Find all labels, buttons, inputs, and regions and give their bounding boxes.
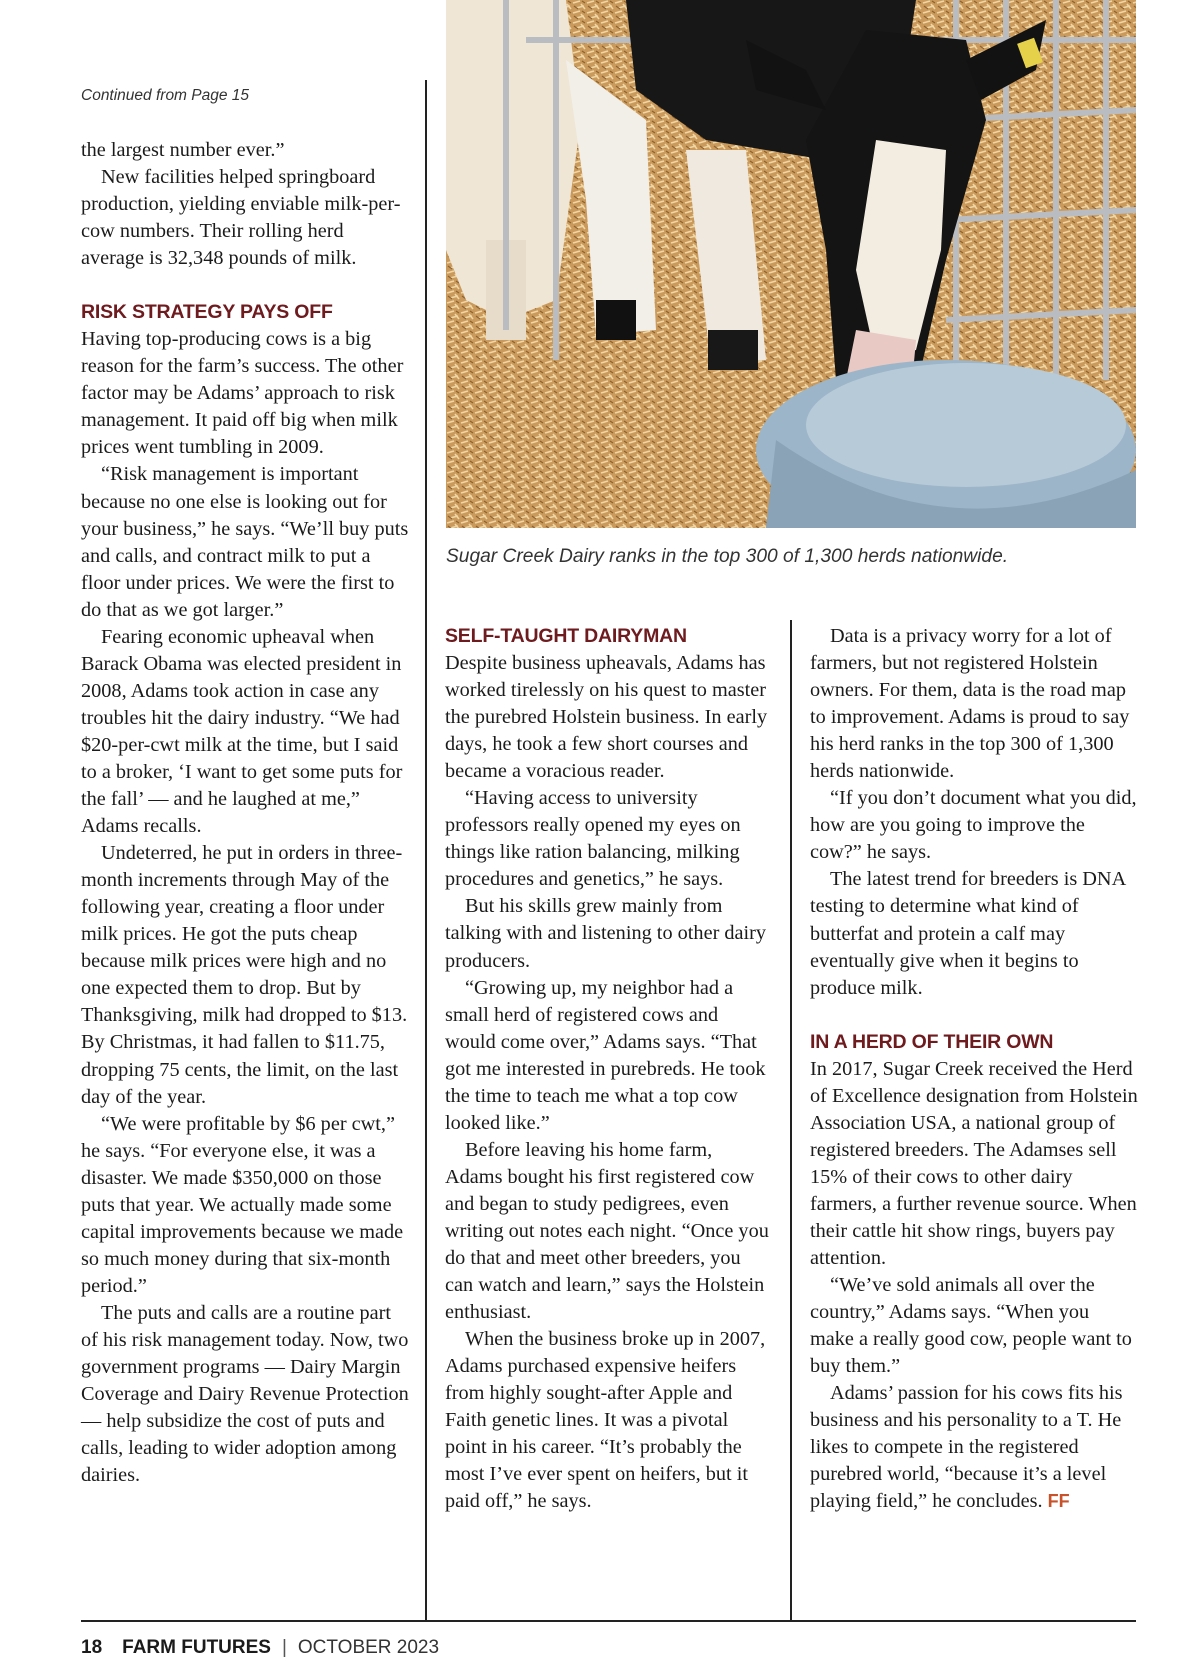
column-divider	[425, 80, 427, 1620]
article-column-1	[81, 137, 411, 1489]
magazine-name: FARM FUTURES	[122, 1637, 271, 1658]
paragraph: Data is a privacy worry for a lot of farmers, but not registered Holstein owners. For them, data is the road map to improvement. Adams is proud to say his herd ranks in the top 300 of 1,300 herds nationwide.	[810, 625, 1130, 783]
paragraph: the largest number ever.”	[81, 139, 285, 161]
section-heading: IN A HERD OF THEIR OWN	[810, 1030, 1054, 1053]
page-number: 18	[81, 1637, 103, 1658]
paragraph: But his skills grew mainly from talking with and listening to other dairy producers.	[445, 895, 767, 972]
column-divider	[790, 620, 792, 1620]
paragraph: “Growing up, my neighbor had a small herd of registered cows and would come over,” Adams says. “That got me interested in purebreds. He took the time to teach me what a top cow looked like.”	[445, 976, 766, 1134]
paragraph: Before leaving his home farm, Adams bought his first registered cow and began to study pedigrees, even writing out notes each night. “Once you do that and meet other breeders, you can watch and learn,” says the Holstein enthusiast.	[445, 1138, 769, 1324]
paragraph: New facilities helped springboard production, yielding enviable milk-per-cow numbers. Their rolling herd average is 32,348 pounds of milk.	[81, 166, 401, 270]
footer-rule	[81, 1620, 1136, 1622]
page-footer	[81, 1637, 439, 1659]
calf-photo	[446, 0, 1136, 528]
section-heading: SELF-TAUGHT DAIRYMAN	[445, 625, 687, 647]
section-heading: RISK STRATEGY PAYS OFF	[81, 301, 333, 324]
continued-from-note: Continued from Page 15	[81, 87, 250, 104]
paragraph: “If you don’t document what you did, how are you going to improve the cow?” he says.	[810, 787, 1137, 864]
article-column-3	[810, 623, 1138, 1515]
paragraph: “We were profitable by $6 per cwt,” he says. “For everyone else, it was a disaster. We made $350,000 on those puts that year. We actually made some capital improvements because we made so much money during that six-month period.”	[81, 1112, 404, 1297]
end-mark: FF	[1047, 1491, 1070, 1512]
paragraph: In 2017, Sugar Creek received the Herd of Excellence designation from Holstein Association USA, a national group of registered breeders. The Adamses sell 15% of their cows to other dairy farmers, a further revenue source. When their cattle hit show rings, buyers pay attention.	[810, 1057, 1138, 1269]
calf-drinking-illustration	[446, 0, 1136, 528]
paragraph: Fearing economic upheaval when Barack Obama was elected president in 2008, Adams took action in case any troubles hit the dairy industry. “We had $20-per-cwt milk at the time, but I said to a broker, ‘I want to get some puts for the fall’ — and he laughed at me,” Adams recalls.	[81, 625, 403, 838]
paragraph: “Risk management is important because no one else is looking out for your business,” he says. “We’ll buy puts and calls, and contract milk to put a floor under prices. We were the first to do that as we got larger.”	[81, 463, 409, 621]
paragraph: Despite business upheavals, Adams has worked tirelessly on his quest to master the purebred Holstein business. In early days, he took a few short courses and became a voracious reader.	[445, 652, 768, 783]
footer-separator: |	[281, 1637, 287, 1658]
paragraph	[810, 1380, 1138, 1515]
paragraph: When the business broke up in 2007, Adams purchased expensive heifers from highly sought-after Apple and Faith genetic lines. It was a pivotal point in his career. “It’s probably the most I’ve ever spent on heifers, but it paid off,” he says.	[445, 1328, 766, 1513]
paragraph: Undeterred, he put in orders in three-month increments through May of the following year, creating a floor under milk prices. He got the puts cheap because milk prices were high and no one expected them to drop. But by Thanksgiving, milk had dropped to $13. By Christmas, it had fallen to $11.75, dropping 75 cents, the limit, on the last day of the year.	[81, 842, 408, 1108]
paragraph: “We’ve sold animals all over the country,” Adams says. “When you make a really good cow, people want to buy them.”	[810, 1274, 1132, 1378]
paragraph: “Having access to university professors really opened my eyes on things like ration balancing, milking procedures and genetics,” he says.	[445, 787, 741, 891]
paragraph: The puts and calls are a routine part of his risk management today. Now, two government programs — Dairy Margin Coverage and Dairy Revenue Protection — help subsidize the cost of puts and calls, leading to wider adoption among dairies.	[81, 1301, 409, 1487]
paragraph: Having top-producing cows is a big reason for the farm’s success. The other factor may be Adams’ approach to risk management. It paid off big when milk prices went tumbling in 2009.	[81, 328, 404, 459]
article-column-2	[445, 623, 773, 1516]
paragraph: The latest trend for breeders is DNA testing to determine what kind of butterfat and protein a calf may eventually give when it begins to produce milk.	[810, 868, 1126, 999]
paragraph-text: Adams’ passion for his cows fits his business and his personality to a T. He likes to compete in the registered purebred world, “because it’s a level playing field,” he concludes.	[810, 1382, 1123, 1513]
issue-date: OCTOBER 2023	[297, 1637, 440, 1658]
photo-caption: Sugar Creek Dairy ranks in the top 300 of 1,300 herds nationwide.	[446, 546, 1009, 567]
